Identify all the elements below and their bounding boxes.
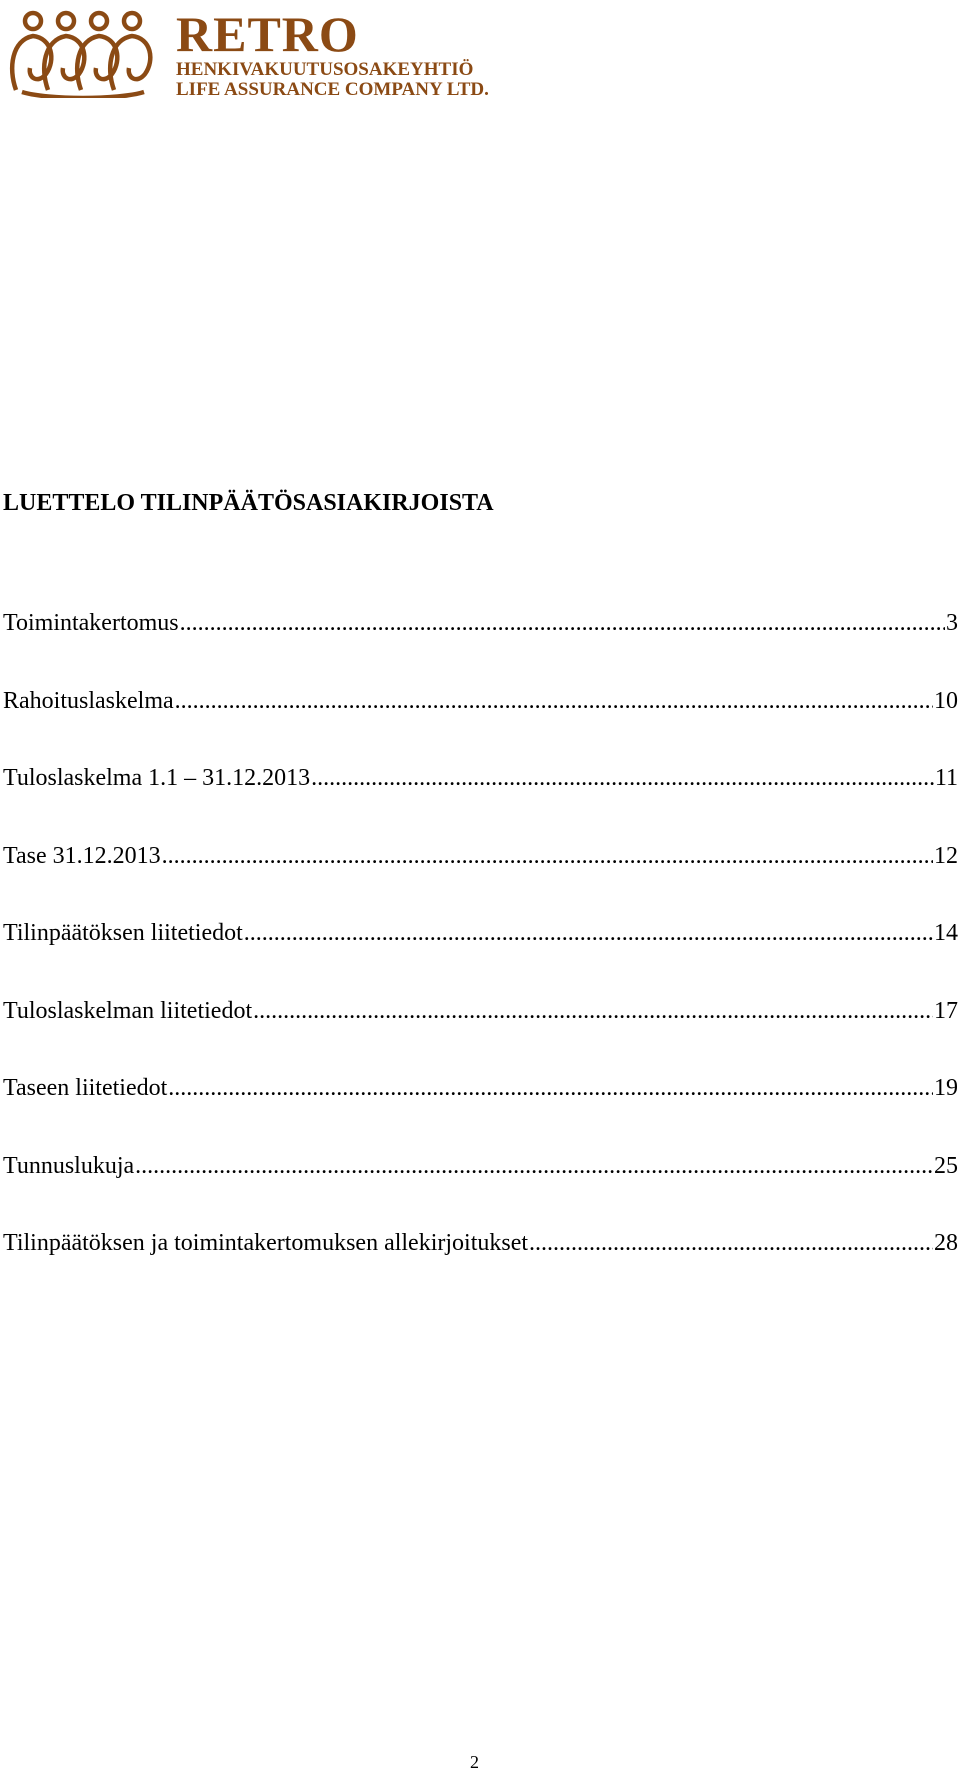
toc-entry-title: Tilinpäätöksen ja toimintakertomuksen allekirjoitukset (3, 1230, 529, 1256)
toc-entry-title: Tuloslaskelman liitetiedot (3, 997, 253, 1024)
company-header (8, 8, 528, 108)
toc-entry-page: 11 (934, 765, 958, 791)
toc-entry-page: 17 (934, 997, 958, 1024)
toc-dot-leader (162, 841, 933, 871)
toc-entry-page: 25 (934, 1152, 958, 1179)
toc-entry-page: 14 (934, 920, 958, 946)
page-number: 2 (470, 1752, 479, 1772)
toc-entry[interactable] (3, 686, 958, 716)
toc-dot-leader (135, 1151, 933, 1181)
toc-dot-leader (244, 918, 933, 948)
toc-entry[interactable] (3, 996, 958, 1026)
retro-logo-icon (8, 8, 158, 98)
toc-entry[interactable] (3, 1073, 958, 1103)
toc-entry[interactable] (3, 918, 958, 948)
toc-entry-page: 10 (934, 687, 958, 714)
toc-entry[interactable] (3, 763, 958, 793)
toc-entry-page: 3 (946, 610, 958, 636)
toc-entry[interactable] (3, 608, 958, 638)
toc-dot-leader (253, 996, 933, 1026)
toc-entry-page: 12 (934, 842, 958, 869)
company-name: RETRO (176, 6, 359, 62)
toc-entry[interactable] (3, 1228, 958, 1258)
toc-entry-page: 28 (934, 1230, 958, 1256)
toc-dot-leader (168, 1073, 933, 1103)
toc-entry-title: Tase 31.12.2013 (3, 842, 161, 869)
toc-entry-title: Rahoituslaskelma (3, 687, 174, 714)
company-subtitle-fi: HENKIVAKUUTUSOSAKEYHTIÖ (176, 59, 474, 80)
table-of-contents (3, 608, 958, 1306)
toc-entry[interactable] (3, 841, 958, 871)
toc-entry-title: Tuloslaskelma 1.1 – 31.12.2013 (3, 765, 311, 791)
company-logo-text (176, 8, 489, 100)
toc-entry-title: Tilinpäätöksen liitetiedot (3, 920, 243, 946)
toc-dot-leader (311, 763, 934, 793)
toc-entry[interactable] (3, 1151, 958, 1181)
toc-entry-page: 19 (934, 1075, 958, 1101)
toc-entry-title: Tunnuslukuja (3, 1152, 135, 1179)
toc-entry-title: Taseen liitetiedot (3, 1075, 168, 1101)
company-subtitle-en: LIFE ASSURANCE COMPANY LTD. (176, 79, 489, 100)
document-title: LUETTELO TILINPÄÄTÖSASIAKIRJOISTA (3, 490, 494, 516)
toc-dot-leader (529, 1228, 933, 1258)
toc-dot-leader (180, 608, 945, 638)
toc-dot-leader (175, 686, 933, 716)
toc-entry-title: Toimintakertomus (3, 610, 179, 636)
